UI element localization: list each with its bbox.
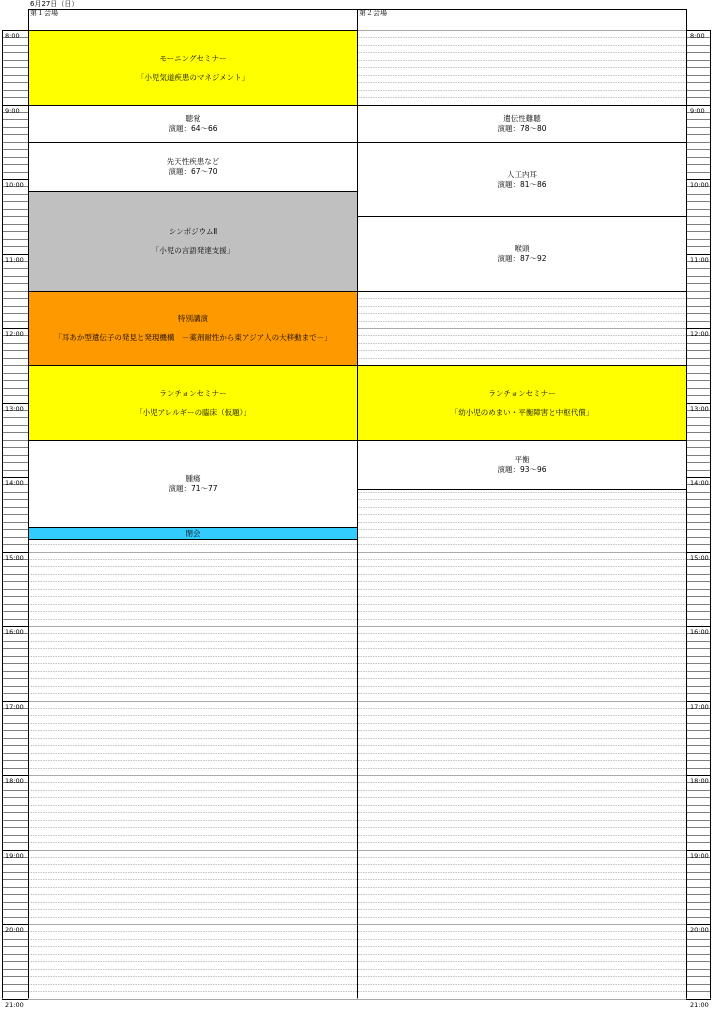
session-block (28, 527, 358, 540)
time-label-right: 12:00 (690, 330, 709, 338)
session-subtitle: 「耳あか型遺伝子の発見と発現機構 －薬剤耐性から東アジア人の大移動まで－」 (54, 333, 332, 342)
session-title: モーニングセミナー (159, 53, 227, 63)
session-title: 特別講演 (178, 314, 208, 323)
time-label-left: 8:00 (5, 32, 20, 40)
venue-label: 第１会場 (30, 9, 58, 17)
session-subtitle: 演題：78～80 (497, 124, 547, 133)
time-label-right: 19:00 (690, 851, 709, 860)
time-label-left: 18:00 (5, 777, 24, 785)
venue-header-2 (357, 9, 686, 29)
session-title: 腫瘍 (185, 474, 201, 483)
time-label-right: 20:00 (690, 926, 709, 934)
session-title: 喉頭 (514, 244, 530, 253)
session-title: 聴覚 (185, 114, 201, 123)
time-label-left: 19:00 (5, 851, 24, 860)
venue-label: 第２会場 (359, 9, 387, 17)
session-subtitle: 演題：93～96 (497, 465, 547, 474)
session-block (28, 291, 358, 366)
time-label-left: 10:00 (5, 181, 24, 189)
session-title: シンポジウムⅡ (168, 227, 218, 236)
session-title: 人工内耳 (507, 169, 537, 179)
session-subtitle: 演題：81～86 (497, 179, 547, 189)
session-subtitle: 演題：67～70 (168, 167, 218, 176)
session-block (28, 365, 358, 441)
time-label-left: 11:00 (5, 255, 24, 264)
time-label-left: 15:00 (5, 553, 24, 562)
session-title: 遺伝性難聴 (503, 114, 541, 123)
time-label-left: 12:00 (5, 330, 24, 338)
time-label-left: 20:00 (5, 926, 24, 934)
time-label-left: 17:00 (5, 702, 24, 711)
session-subtitle: 「小児の言語発達支援」 (151, 246, 235, 255)
time-label-left: 13:00 (5, 404, 24, 413)
session-block (357, 440, 687, 490)
session-subtitle: 演題：87～92 (497, 254, 547, 263)
session-title: ランチョンセミナー (159, 388, 227, 398)
time-label-right: 17:00 (690, 702, 709, 711)
venue-header-1 (28, 9, 357, 29)
session-block (28, 142, 358, 192)
session-block (357, 365, 687, 441)
time-label-left: 16:00 (5, 628, 24, 636)
session-subtitle: 演題：71～77 (168, 484, 218, 493)
session-title: 閉会 (185, 528, 201, 538)
time-label-right: 15:00 (690, 553, 709, 562)
time-label-left: 21:00 (5, 1000, 24, 1009)
session-block (28, 440, 358, 528)
session-block (28, 30, 358, 106)
session-title: ランチョンセミナー (488, 388, 556, 398)
time-label-right: 21:00 (690, 1000, 709, 1009)
schedule-date: 6月27日（日） (30, 0, 79, 8)
session-block (357, 216, 687, 292)
time-label-left: 9:00 (5, 106, 20, 115)
session-block (28, 191, 358, 292)
time-label-right: 10:00 (690, 181, 709, 189)
time-label-right: 9:00 (690, 106, 705, 115)
time-label-right: 13:00 (690, 404, 709, 413)
session-subtitle: 「小児アレルギーの臨床（仮題）」 (135, 407, 251, 417)
session-subtitle: 「幼小児のめまい・平衡障害と中枢代償」 (450, 407, 594, 417)
session-subtitle: 「小児気道疾患のマネジメント」 (136, 72, 250, 82)
time-label-right: 14:00 (690, 479, 709, 487)
time-label-right: 8:00 (690, 32, 705, 40)
time-label-right: 16:00 (690, 628, 709, 636)
session-block (357, 105, 687, 143)
time-label-right: 18:00 (690, 777, 709, 785)
session-block (357, 142, 687, 217)
session-block (28, 105, 358, 143)
time-label-right: 11:00 (690, 255, 709, 264)
time-label-left: 14:00 (5, 479, 24, 487)
session-title: 先天性疾患など (166, 157, 220, 166)
session-title: 平衡 (514, 455, 530, 464)
session-subtitle: 演題：64～66 (168, 124, 218, 133)
